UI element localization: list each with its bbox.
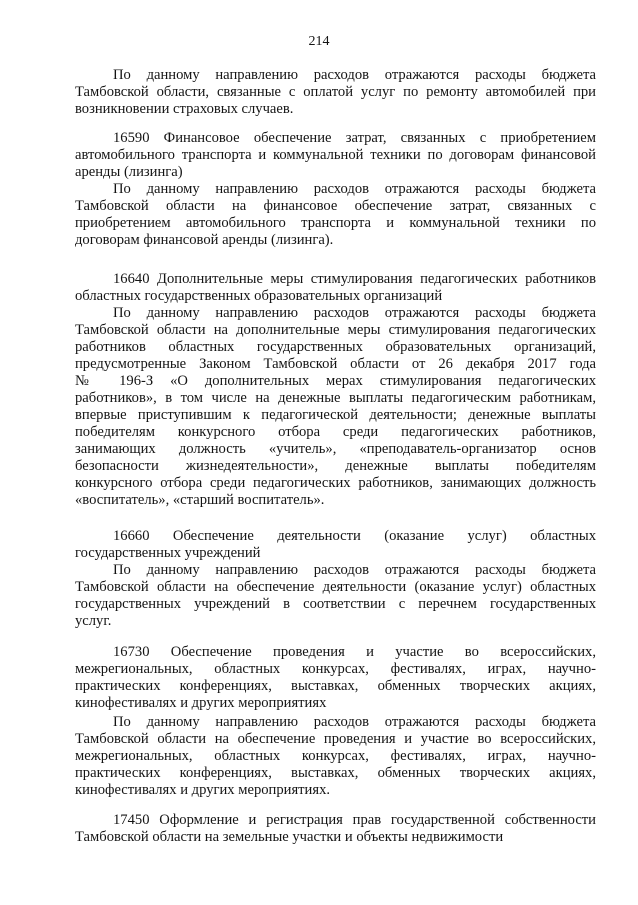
text-line: впервые приступившим к педагогической деятельности; денежные выплаты: [75, 407, 596, 423]
text-line: Тамбовской области, связанные с оплатой услуг по ремонту автомобилей при: [75, 84, 596, 100]
text-line: По данному направлению расходов отражаются расходы бюджета: [113, 562, 596, 578]
text-line: Тамбовской области на обеспечение деятельности (оказание услуг) областных: [75, 579, 596, 595]
text-line: По данному направлению расходов отражаются расходы бюджета: [113, 305, 596, 321]
text-line: автомобильного транспорта и коммунальной техники по договорам финансовой: [75, 147, 596, 163]
text-line: Тамбовской области на земельные участки и объекты недвижимости: [75, 829, 504, 845]
page-number: 214: [308, 34, 330, 49]
text-line: № 196-З «О дополнительных мерах стимулирования педагогических: [75, 373, 596, 389]
text-line: По данному направлению расходов отражаются расходы бюджета: [113, 67, 596, 83]
section-heading-16640: 16640 Дополнительные меры стимулирования педагогических работников: [113, 271, 596, 287]
text-line: государственных учреждений в соответствии с перечнем государственных: [75, 596, 596, 612]
text-line: возникновении страховых случаев.: [75, 101, 294, 117]
section-heading-16730: 16730 Обеспечение проведения и участие во всероссийских,: [113, 644, 596, 660]
text-line: договорам финансовой аренды (лизинга).: [75, 232, 334, 248]
text-line: услуг.: [75, 613, 112, 629]
text-line: работников областных государственных образовательных организаций,: [75, 339, 596, 355]
section-heading-16660: 16660 Обеспечение деятельности (оказание услуг) областных: [113, 528, 596, 544]
text-line: конкурсного отбора среди педагогических работников, занимающих должность: [75, 475, 596, 491]
text-line: работников», в том числе на денежные выплаты педагогическим работникам,: [75, 390, 596, 406]
text-line: кинофестивалях и других мероприятиях.: [75, 782, 331, 798]
text-line: межрегиональных, областных конкурсах, фестивалях, играх, научно-: [75, 748, 596, 764]
text-line: практических конференциях, выставках, обменных творческих акциях,: [75, 765, 596, 781]
text-line: «воспитатель», «старший воспитатель».: [75, 492, 325, 508]
text-line: государственных учреждений: [75, 545, 261, 561]
text-line: Тамбовской области на дополнительные меры стимулирования педагогических: [75, 322, 596, 338]
text-line: Тамбовской области на обеспечение проведения и участие во всероссийских,: [75, 731, 596, 747]
text-line: занимающих должность «учитель», «преподаватель-организатор основ: [75, 441, 596, 457]
text-line: кинофестивалях и других мероприятиях: [75, 695, 327, 711]
text-line: По данному направлению расходов отражаются расходы бюджета: [113, 181, 596, 197]
text-line: предусмотренные Законом Тамбовской области от 26 декабря 2017 года: [75, 356, 596, 372]
text-line: аренды (лизинга): [75, 164, 183, 180]
text-line: областных государственных образовательных организаций: [75, 288, 443, 304]
text-line: безопасности жизнедеятельности», денежные выплаты победителям: [75, 458, 596, 474]
text-line: Тамбовской области на финансовое обеспечение затрат, связанных с: [75, 198, 596, 214]
text-line: приобретением автомобильного транспорта и коммунальной техники по: [75, 215, 596, 231]
section-heading-17450: 17450 Оформление и регистрация прав государственной собственности: [113, 812, 596, 828]
text-line: межрегиональных, областных конкурсах, фестивалях, играх, научно-: [75, 661, 596, 677]
text-line: победителям конкурсного отбора среди педагогических работников,: [75, 424, 596, 440]
text-line: практических конференциях, выставках, обменных творческих акциях,: [75, 678, 596, 694]
text-line: По данному направлению расходов отражаются расходы бюджета: [113, 714, 596, 730]
section-heading-16590: 16590 Финансовое обеспечение затрат, связанных с приобретением: [113, 130, 596, 146]
